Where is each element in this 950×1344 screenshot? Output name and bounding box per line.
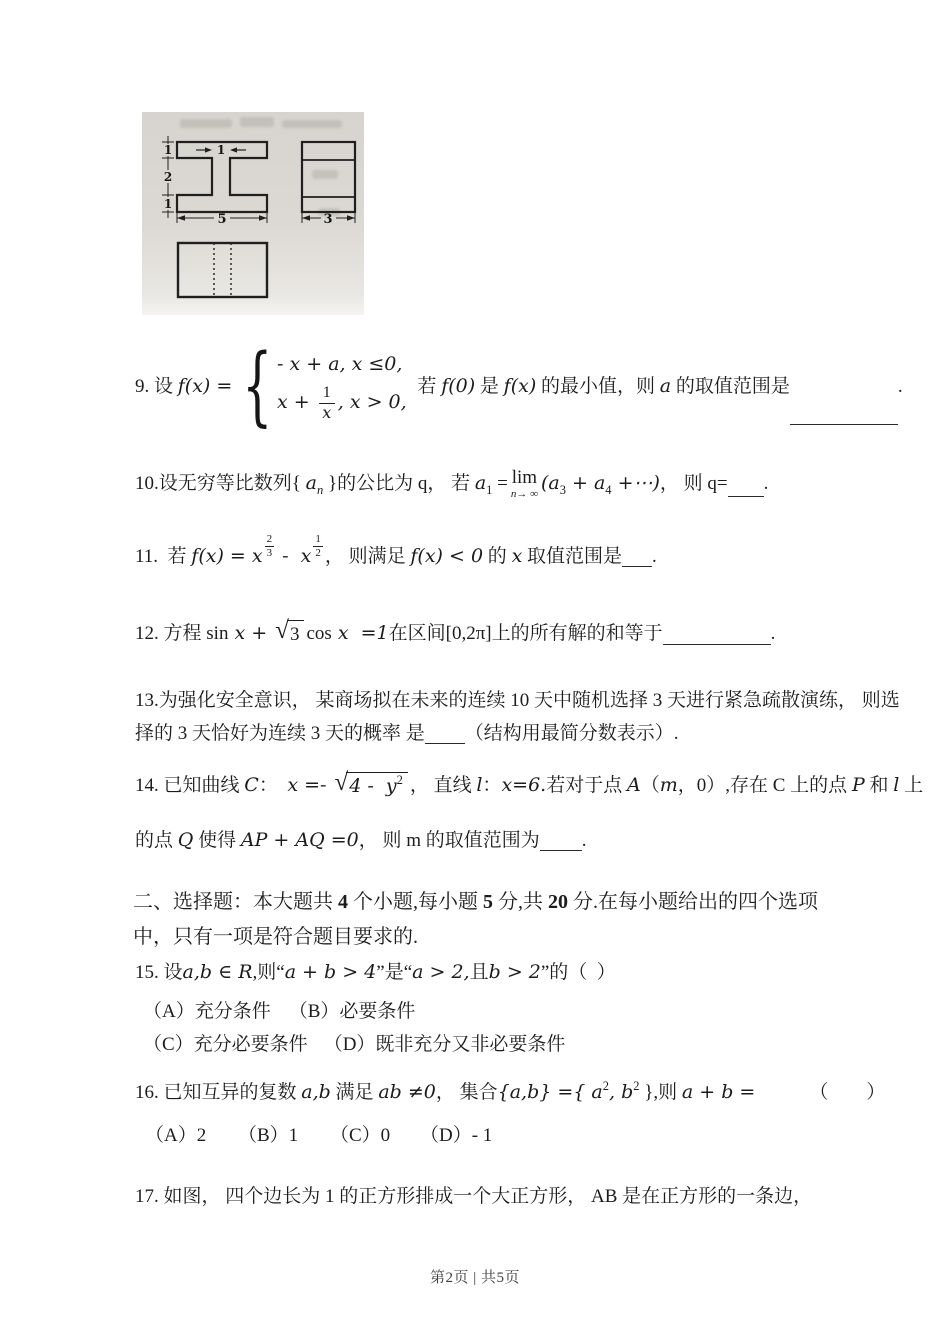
q14-text6: 上 [899, 775, 924, 796]
q14-var-m: m [659, 774, 678, 796]
q9-period: . [897, 376, 903, 398]
section2-header-line2 [133, 924, 418, 951]
three-view-drawing [142, 112, 364, 315]
q15-option-C: （C）充分必要条件 [143, 1034, 308, 1055]
q15-text4: ”的（ ） [540, 962, 616, 983]
question-12 [135, 617, 776, 648]
sec2-l1c: 分,共 [493, 891, 548, 913]
q16-set1: {a,b} ={ a [497, 1081, 603, 1103]
q14-point-Q: Q [177, 829, 194, 851]
q14-sqrt [334, 769, 407, 800]
q10-sub3: 3 [559, 482, 566, 497]
q13-line2a: 择的 3 天恰好为连续 3 天的概率 是 [135, 723, 425, 744]
q15-ab: a,b ∈ R [182, 961, 253, 983]
q10-lead: 10.设无穷等比数列{ [135, 473, 306, 495]
q13-answer-blank [425, 728, 465, 744]
sec2-count: 4 [338, 891, 348, 913]
q11-text2: 的 [483, 546, 512, 568]
q11-exp2-den: 2 [315, 546, 321, 559]
question-15 [135, 960, 616, 986]
q10-text1: }的公比为 q， 若 [323, 473, 475, 495]
q15-lead: 15. 设 [135, 962, 183, 983]
q12-m2: x =1 [331, 622, 389, 644]
q11-text3: 取值范围是 [522, 546, 623, 568]
q15-m1: a + b > 4 [284, 961, 377, 983]
q9-cases [277, 352, 407, 421]
q10-period: . [763, 473, 769, 495]
q9-lead: 9. 设 [135, 376, 178, 398]
q9-fx: f(x) [503, 375, 537, 398]
q15-options-row1 [143, 996, 415, 1023]
sec2-l2: 中，只有一项是符合题目要求的. [133, 926, 418, 948]
q14-text8: ， 则 m 的取值范围为 [358, 830, 540, 851]
q9-text4: 的取值范围是 [671, 376, 790, 398]
q12-m1: x + [228, 622, 274, 644]
q16-lead: 16. 已知互异的复数 [135, 1082, 302, 1103]
piecewise-brace: { [242, 336, 273, 436]
side-width-dim: 3 [323, 212, 333, 227]
q15-text2: ”是“ [376, 962, 413, 983]
q9-case1: - x + a, x ≤0, [277, 353, 403, 376]
q11-period: . [652, 546, 657, 568]
q14-x6: x=6. [501, 774, 547, 796]
q11-lead: 11. 若 [135, 546, 192, 568]
q12-text2: 上的所有解的和等于 [491, 623, 663, 644]
q11-answer-blank [622, 551, 652, 567]
q13-line2b: （结构用最简分数表示）. [464, 723, 679, 744]
radical-sign: √ [275, 617, 289, 644]
front-total-width-dim: 5 [217, 212, 227, 227]
q10-limit [511, 468, 538, 500]
q10-lim-sub: n→ ∞ [510, 488, 538, 500]
q10-tail: +⋯) [611, 472, 660, 495]
q13-line1: 13.为强化安全意识， 某商场拟在未来的连续 10 天中随机选择 3 天进行紧急疏散演练， 则选 [135, 690, 900, 711]
q10-plus: + a [565, 472, 606, 495]
q9-function: f(x) = [177, 375, 233, 398]
q16-ab0: ab ≠0 [378, 1081, 436, 1103]
sec2-points-total: 20 [548, 891, 568, 913]
sec2-l1b: 个小题,每小题 [348, 891, 483, 913]
q14-radicand: 4 - y [349, 775, 397, 797]
front-web-height-dim: 2 [163, 170, 173, 184]
q14-text7: 使得 [193, 830, 241, 851]
q9-case2-pre: x + [277, 391, 316, 414]
q14-line2-lead: 的点 [135, 830, 178, 851]
q11-exponent1 [265, 533, 275, 559]
section2-header-line1 [133, 889, 818, 916]
scan-bleed-artifact [180, 117, 342, 216]
sec2-points-each: 5 [483, 891, 493, 913]
q14-colon1: ： [258, 775, 288, 796]
q15-text3: 且 [469, 962, 489, 983]
question-10 [135, 468, 768, 500]
question-11 [135, 533, 657, 570]
q10-answer-blank [728, 481, 764, 497]
q10-a1-sub: 1 [486, 482, 493, 497]
q9-frac-numerator: 1 [319, 385, 335, 404]
q15-m2: a > 2, [412, 961, 470, 983]
q11-exponent2 [313, 533, 323, 559]
q16-option-C: （C）0 [330, 1125, 391, 1146]
q10-open: (a [540, 472, 560, 495]
q16-text1: 满足 [330, 1082, 379, 1103]
q9-text3: 的最小值，则 [536, 376, 660, 398]
q16-sup1: 2 [602, 1079, 609, 1094]
q11-exp2-num: 1 [315, 533, 321, 545]
q12-text1: 在区间 [388, 623, 446, 644]
q14-text3: （ [640, 775, 660, 796]
q9-var-a: a [659, 375, 672, 398]
q17-line1: 17. 如图， 四个边长为 1 的正方形排成一个大正方形， AB 是在正方形的一条边， [135, 1186, 813, 1207]
radical-sign: √ [334, 769, 349, 796]
q12-interval: [0,2π] [445, 623, 492, 644]
question-14-line2 [135, 828, 587, 854]
q16-mid: , b [609, 1081, 634, 1103]
q14-lead: 14. 已知曲线 [135, 775, 245, 796]
q12-sqrt3 [275, 617, 304, 648]
q15-option-B: （B）必要条件 [288, 1001, 416, 1022]
q15-option-D: （D）既非充分又非必要条件 [323, 1034, 566, 1055]
q16-ab: a,b [301, 1081, 331, 1103]
q9-text2: 是 [475, 376, 504, 398]
q12-lead: 12. 方程 [135, 623, 207, 644]
q14-radicand-wrap [346, 772, 408, 800]
q14-xeq: x =- [287, 774, 333, 796]
q10-lim-label: lim [511, 467, 538, 488]
q9-f0: f(0) [441, 375, 476, 398]
q14-line-l2: l [893, 774, 900, 796]
q16-sum: a + b = [681, 1081, 756, 1103]
question-13-line2 [135, 721, 679, 747]
q11-text1: ， 则满足 [324, 546, 411, 568]
q14-point-P: P [851, 774, 865, 796]
q10-sub4: 4 [605, 482, 612, 497]
q9-text1: 若 [412, 376, 442, 398]
q14-text4: ，0）,存在 C 上的点 [677, 775, 852, 796]
q11-minus: - x [276, 545, 312, 568]
q12-answer-blank [663, 629, 771, 645]
q16-text2: ， 集合 [435, 1082, 498, 1103]
q9-frac-denominator: x [322, 402, 332, 422]
q14-curve-C: C [244, 774, 259, 796]
q14-vector-eq: AP + AQ =0 [240, 829, 359, 851]
q12-radicand: 3 [287, 620, 305, 648]
front-bottom-flange-dim: 1 [163, 197, 173, 211]
q14-text5: 和 [864, 775, 894, 796]
question-17 [135, 1184, 812, 1210]
q14-radicand-sup: 2 [396, 773, 403, 788]
q15-text1: ,则“ [252, 962, 285, 983]
q12-sin: sin [206, 623, 229, 644]
q16-option-A: （A）2 [145, 1125, 207, 1146]
q14-line-l: l [476, 774, 483, 796]
page-footer: 第2页 | 共5页 [429, 1270, 520, 1286]
q14-text2: 若对于点 [546, 775, 627, 796]
q15-options-row2 [143, 1029, 565, 1056]
q9-case2-post: , x > 0, [337, 391, 407, 414]
q16-answer-paren: （ ） [809, 1082, 886, 1103]
q14-answer-blank [540, 835, 582, 851]
q16-option-D: （D）- 1 [420, 1125, 493, 1146]
q10-text2: ， 则 q= [659, 473, 728, 495]
q11-condition: f(x) < 0 [410, 545, 484, 568]
question-13-line1 [135, 688, 900, 714]
question-16 [135, 1080, 885, 1106]
q14-text1: ， 直线 [409, 775, 477, 796]
q9-answer-blank [790, 409, 898, 425]
q16-text3: },则 [639, 1082, 682, 1103]
q10-equals: = [492, 473, 508, 495]
question-9 [135, 336, 903, 436]
q12-cos: cos [306, 623, 332, 644]
q11-f1: f(x) = x [191, 545, 263, 568]
q12-period: . [770, 623, 776, 644]
q9-fraction [319, 385, 335, 422]
q11-var-x: x [511, 545, 523, 568]
q14-colon2: ： [482, 775, 502, 796]
top-view-outline [178, 243, 267, 297]
front-web-width-dim: 1 [216, 143, 226, 157]
front-top-flange-dim: 1 [163, 143, 173, 157]
q10-an: a [305, 472, 317, 495]
q15-option-A: （A）充分条件 [143, 1001, 271, 1022]
q14-period: . [581, 830, 587, 851]
sec2-l1a: 二、选择题：本大题共 [133, 891, 338, 913]
q16-option-B: （B）1 [238, 1125, 299, 1146]
three-view-figure [142, 112, 364, 315]
q15-m3: b > 2 [488, 961, 541, 983]
q11-exp1-den: 3 [266, 546, 273, 559]
q9-case2 [277, 385, 407, 422]
q10-a1: a [474, 472, 487, 495]
q11-exp1-num: 2 [266, 533, 273, 545]
sec2-l1d: 分.在每小题给出的四个选项 [568, 891, 818, 913]
q16-options-row [145, 1120, 492, 1147]
q10-an-sub: n [316, 482, 324, 497]
q16-sup2: 2 [633, 1079, 640, 1094]
q14-point-A: A [626, 774, 641, 796]
question-14-line1 [135, 769, 924, 800]
